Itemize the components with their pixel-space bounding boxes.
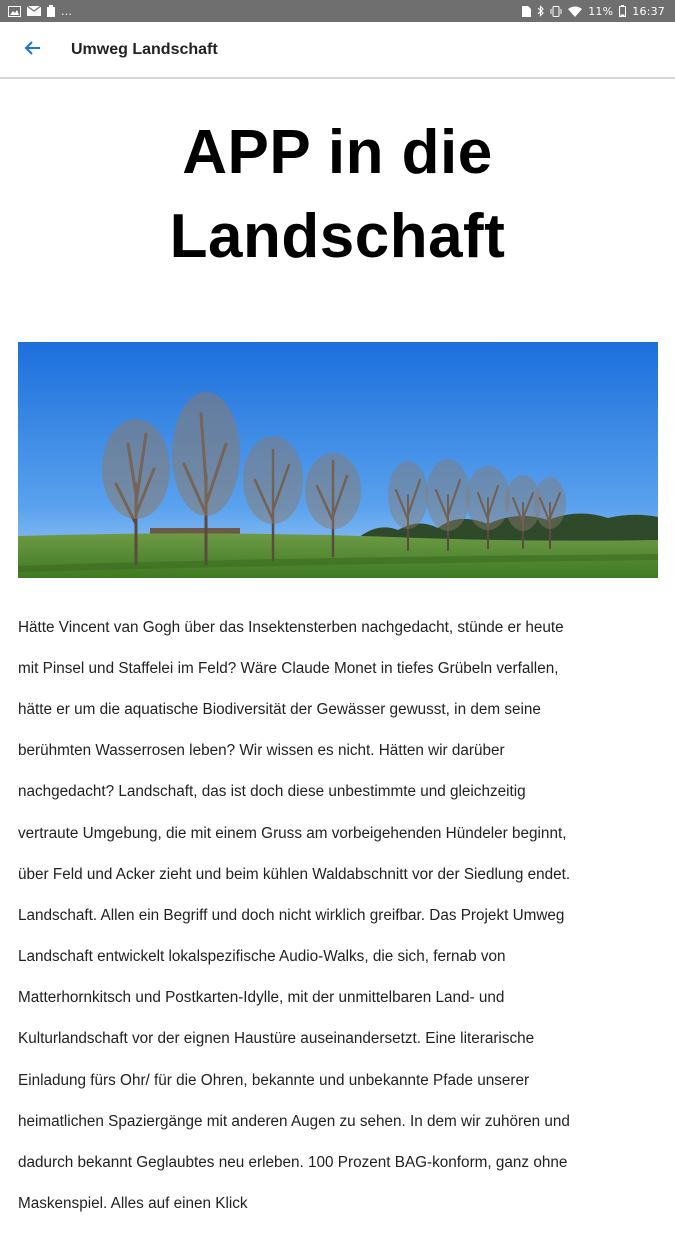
storage-notification-icon bbox=[47, 5, 55, 17]
body-line: Kulturlandschaft vor der eignen Haustüre auseinandersetzt. Eine literarische bbox=[18, 1030, 535, 1048]
body-line: hätte er um die aquatische Biodiversität der Gewässer gewusst, in dem seine bbox=[18, 700, 541, 718]
body-line: Matterhornkitsch und Postkarten-Idylle, mit der unmittelbaren Land- und bbox=[18, 989, 505, 1007]
body-line: Landschaft entwickelt lokalspezifische Audio-Walks, die sich, fernab von bbox=[18, 948, 506, 966]
landscape-photo bbox=[18, 342, 658, 578]
headline-line: Landschaft bbox=[169, 202, 506, 271]
body-line: Landschaft. Allen ein Begriff und doch nicht wirklich greifbar. Das Projekt Umweg bbox=[18, 906, 565, 924]
body-line: Hätte Vincent van Gogh über das Insektensterben nachgedacht, stünde er heute bbox=[18, 618, 564, 636]
wifi-icon bbox=[568, 6, 582, 17]
battery-icon bbox=[619, 5, 626, 17]
headline-line: APP in die bbox=[182, 118, 493, 187]
bluetooth-icon bbox=[537, 5, 544, 17]
mail-notification-icon bbox=[27, 6, 41, 16]
body-line: mit Pinsel und Staffelei im Feld? Wäre Claude Monet in tiefes Grübeln verfallen, bbox=[18, 659, 559, 677]
status-bar-right bbox=[522, 5, 665, 18]
battery-percentage: 11% bbox=[588, 4, 614, 18]
status-bar-left bbox=[8, 5, 72, 18]
back-button[interactable] bbox=[16, 34, 48, 66]
article-content[interactable] bbox=[0, 79, 675, 1213]
hero-image-landscape bbox=[18, 342, 658, 578]
body-line: Einladung fürs Ohr/ für die Ohren, bekannte und unbekannte Pfade unserer bbox=[18, 1071, 530, 1089]
body-line: vertraute Umgebung, die mit einem Gruss am vorbeigehenden Hündeler beginnt, bbox=[18, 824, 567, 842]
article-body bbox=[18, 597, 658, 1235]
body-line: über Feld und Acker zieht und beim kühlen Waldabschnitt vor der Siedlung endet. bbox=[18, 865, 571, 883]
image-notification-icon bbox=[8, 6, 21, 17]
app-bar-title: Umweg Landschaft bbox=[71, 41, 218, 58]
sim-icon bbox=[522, 6, 531, 17]
article-headline bbox=[0, 111, 675, 279]
body-line: berühmten Wasserrosen leben? Wir wissen es nicht. Hätten wir darüber bbox=[18, 742, 505, 760]
body-line: nachgedacht? Landschaft, das ist doch diese unbestimmte und gleichzeitig bbox=[18, 783, 526, 801]
app-bar bbox=[0, 22, 675, 79]
status-bar bbox=[0, 0, 675, 22]
vibrate-icon bbox=[550, 6, 562, 17]
more-notifications-indicator: ... bbox=[61, 4, 73, 18]
arrow-back-icon bbox=[23, 40, 41, 61]
body-line: dadurch bekannt Geglaubtes neu erleben. 100 Prozent BAG-konform, ganz ohne bbox=[18, 1154, 568, 1172]
body-line: Maskenspiel. Alles auf einen Klick bbox=[18, 1195, 248, 1213]
body-line: heimatlichen Spaziergänge mit anderen Augen zu sehen. In dem wir zuhören und bbox=[18, 1112, 570, 1130]
clock: 16:37 bbox=[632, 4, 665, 18]
